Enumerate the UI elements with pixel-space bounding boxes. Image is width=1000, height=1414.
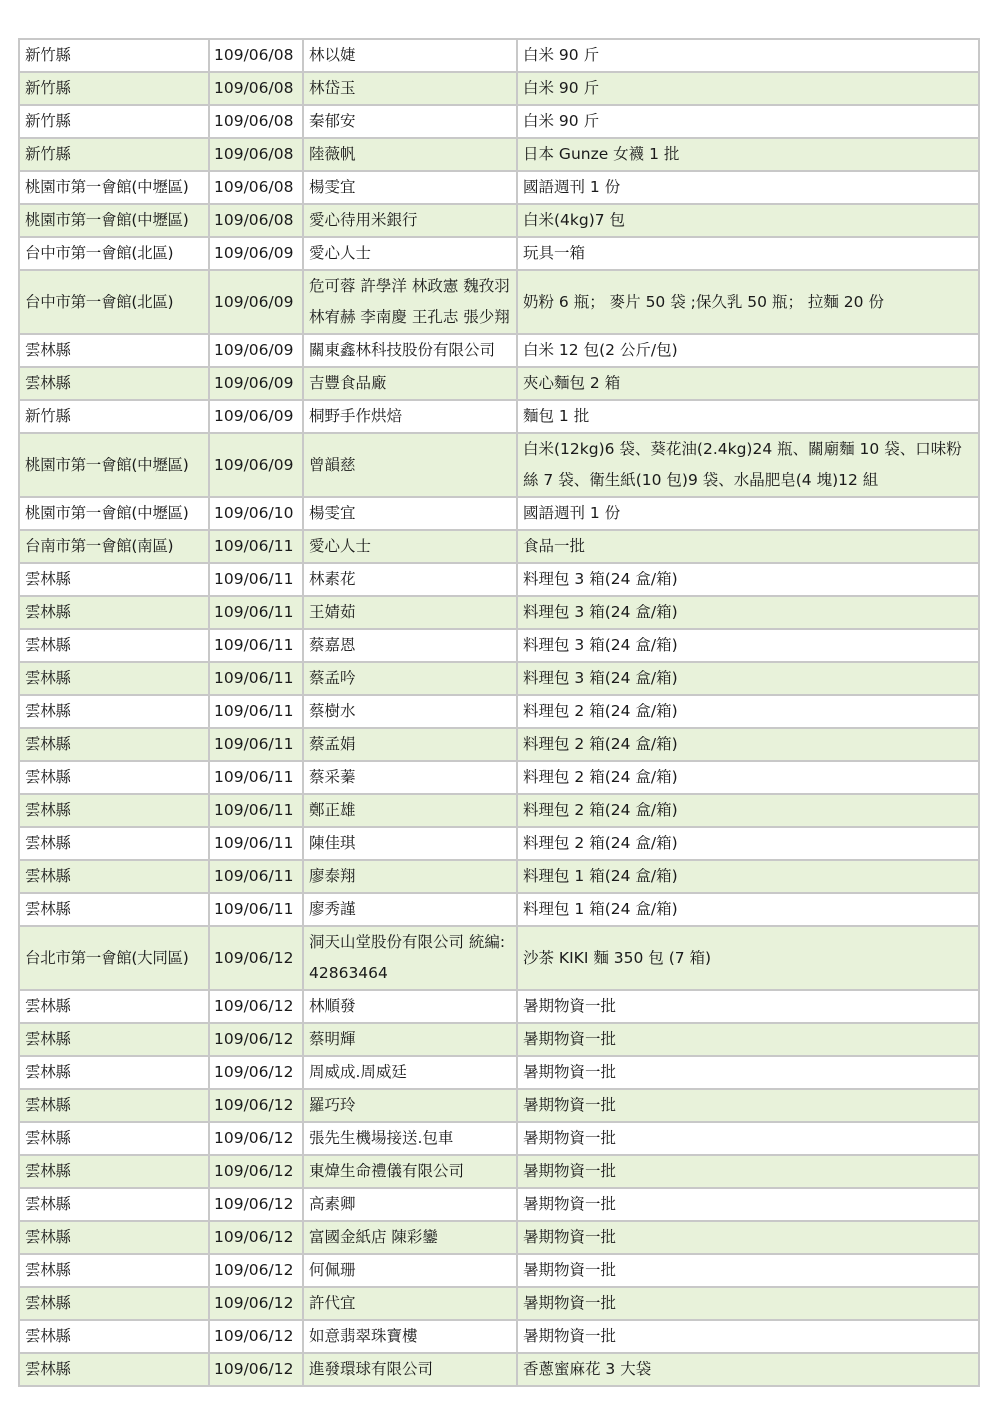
item-cell: 白米 90 斤 (517, 72, 979, 105)
unit-cell: 雲林縣 (19, 1353, 209, 1386)
item-cell: 香蔥蜜麻花 3 大袋 (517, 1353, 979, 1386)
item-cell: 暑期物資一批 (517, 1122, 979, 1155)
item-cell: 暑期物資一批 (517, 1155, 979, 1188)
unit-cell: 雲林縣 (19, 1089, 209, 1122)
donor-cell: 許代宜 (303, 1287, 517, 1320)
donor-cell: 關東鑫林科技股份有限公司 (303, 334, 517, 367)
table-row (19, 629, 979, 662)
date-cell: 109/06/12 (209, 1320, 303, 1353)
item-cell: 料理包 1 箱(24 盒/箱) (517, 860, 979, 893)
date-cell: 109/06/12 (209, 1221, 303, 1254)
item-cell: 沙茶 KIKI 麵 350 包 (7 箱) (517, 926, 979, 990)
date-cell: 109/06/12 (209, 1089, 303, 1122)
donor-cell: 羅巧玲 (303, 1089, 517, 1122)
donor-cell: 陸薇帆 (303, 138, 517, 171)
table-row (19, 530, 979, 563)
donor-cell: 秦郁安 (303, 105, 517, 138)
item-cell: 料理包 2 箱(24 盒/箱) (517, 761, 979, 794)
unit-cell: 雲林縣 (19, 990, 209, 1023)
date-cell: 109/06/11 (209, 530, 303, 563)
item-cell: 料理包 3 箱(24 盒/箱) (517, 662, 979, 695)
unit-cell: 雲林縣 (19, 1056, 209, 1089)
item-cell: 白米 12 包(2 公斤/包) (517, 334, 979, 367)
donor-cell: 林順發 (303, 990, 517, 1023)
unit-cell: 雲林縣 (19, 1221, 209, 1254)
date-cell: 109/06/12 (209, 1155, 303, 1188)
donor-cell: 楊雯宜 (303, 171, 517, 204)
table-row (19, 728, 979, 761)
table-row (19, 1188, 979, 1221)
donation-table (18, 38, 980, 1387)
table-row (19, 794, 979, 827)
table-row (19, 433, 979, 497)
unit-cell: 雲林縣 (19, 1122, 209, 1155)
item-cell: 暑期物資一批 (517, 1254, 979, 1287)
item-cell: 食品一批 (517, 530, 979, 563)
table-row (19, 400, 979, 433)
donor-cell: 林素花 (303, 563, 517, 596)
table-row (19, 563, 979, 596)
unit-cell: 雲林縣 (19, 1287, 209, 1320)
date-cell: 109/06/11 (209, 827, 303, 860)
date-cell: 109/06/12 (209, 1122, 303, 1155)
date-cell: 109/06/10 (209, 497, 303, 530)
unit-cell: 雲林縣 (19, 662, 209, 695)
date-cell: 109/06/09 (209, 270, 303, 334)
table-row (19, 270, 979, 334)
item-cell: 暑期物資一批 (517, 1056, 979, 1089)
table-row (19, 662, 979, 695)
table-row (19, 926, 979, 990)
table-row (19, 893, 979, 926)
date-cell: 109/06/08 (209, 72, 303, 105)
item-cell: 白米 90 斤 (517, 39, 979, 72)
date-cell: 109/06/11 (209, 596, 303, 629)
date-cell: 109/06/11 (209, 761, 303, 794)
date-cell: 109/06/11 (209, 728, 303, 761)
donor-cell: 林岱玉 (303, 72, 517, 105)
date-cell: 109/06/11 (209, 629, 303, 662)
donor-cell: 鄭正雄 (303, 794, 517, 827)
unit-cell: 雲林縣 (19, 367, 209, 400)
table-row (19, 497, 979, 530)
item-cell: 料理包 1 箱(24 盒/箱) (517, 893, 979, 926)
table-row (19, 1320, 979, 1353)
table-row (19, 39, 979, 72)
item-cell: 料理包 2 箱(24 盒/箱) (517, 827, 979, 860)
date-cell: 109/06/12 (209, 926, 303, 990)
donor-cell: 蔡采蓁 (303, 761, 517, 794)
unit-cell: 雲林縣 (19, 334, 209, 367)
donor-cell: 危可蓉 許學洋 林政憲 魏孜羽 林宥赫 李南慶 王孔志 張少翔 (303, 270, 517, 334)
unit-cell: 台中市第一會館(北區) (19, 270, 209, 334)
date-cell: 109/06/08 (209, 204, 303, 237)
unit-cell: 雲林縣 (19, 827, 209, 860)
unit-cell: 雲林縣 (19, 1188, 209, 1221)
donor-cell: 廖泰翔 (303, 860, 517, 893)
unit-cell: 新竹縣 (19, 105, 209, 138)
donor-cell: 如意翡翠珠寶樓 (303, 1320, 517, 1353)
donor-cell: 王婧茹 (303, 596, 517, 629)
unit-cell: 新竹縣 (19, 39, 209, 72)
item-cell: 白米(12kg)6 袋、葵花油(2.4kg)24 瓶、關廟麵 10 袋、口味粉絲 7 袋、衛生紙(10 包)9 袋、水晶肥皂(4 塊)12 組 (517, 433, 979, 497)
table-row (19, 990, 979, 1023)
date-cell: 109/06/08 (209, 171, 303, 204)
date-cell: 109/06/12 (209, 990, 303, 1023)
donor-cell: 蔡明輝 (303, 1023, 517, 1056)
table-row (19, 1056, 979, 1089)
unit-cell: 雲林縣 (19, 761, 209, 794)
date-cell: 109/06/09 (209, 433, 303, 497)
unit-cell: 雲林縣 (19, 1155, 209, 1188)
donor-cell: 張先生機場接送.包車 (303, 1122, 517, 1155)
table-row (19, 204, 979, 237)
table-row (19, 695, 979, 728)
donor-cell: 吉豐食品廠 (303, 367, 517, 400)
date-cell: 109/06/12 (209, 1254, 303, 1287)
donor-cell: 曾韻慈 (303, 433, 517, 497)
donation-table-body (19, 39, 979, 1386)
unit-cell: 雲林縣 (19, 695, 209, 728)
item-cell: 暑期物資一批 (517, 1089, 979, 1122)
unit-cell: 雲林縣 (19, 1254, 209, 1287)
date-cell: 109/06/12 (209, 1353, 303, 1386)
donor-cell: 陳佳琪 (303, 827, 517, 860)
donor-cell: 桐野手作烘焙 (303, 400, 517, 433)
donor-cell: 蔡樹水 (303, 695, 517, 728)
table-row (19, 1155, 979, 1188)
table-row (19, 827, 979, 860)
unit-cell: 台南市第一會館(南區) (19, 530, 209, 563)
item-cell: 料理包 2 箱(24 盒/箱) (517, 695, 979, 728)
unit-cell: 雲林縣 (19, 860, 209, 893)
table-row (19, 367, 979, 400)
donor-cell: 高素卿 (303, 1188, 517, 1221)
donor-cell: 進發環球有限公司 (303, 1353, 517, 1386)
donor-cell: 富國金紙店 陳彩鑾 (303, 1221, 517, 1254)
table-row (19, 138, 979, 171)
table-row (19, 334, 979, 367)
donor-cell: 愛心待用米銀行 (303, 204, 517, 237)
table-row (19, 1089, 979, 1122)
date-cell: 109/06/11 (209, 794, 303, 827)
unit-cell: 桃園市第一會館(中壢區) (19, 204, 209, 237)
donor-cell: 蔡嘉恩 (303, 629, 517, 662)
table-row (19, 105, 979, 138)
date-cell: 109/06/12 (209, 1023, 303, 1056)
donor-cell: 東煒生命禮儀有限公司 (303, 1155, 517, 1188)
table-row (19, 596, 979, 629)
date-cell: 109/06/11 (209, 563, 303, 596)
date-cell: 109/06/11 (209, 695, 303, 728)
item-cell: 暑期物資一批 (517, 1221, 979, 1254)
item-cell: 料理包 3 箱(24 盒/箱) (517, 563, 979, 596)
donor-cell: 周威成.周威廷 (303, 1056, 517, 1089)
unit-cell: 台北市第一會館(大同區) (19, 926, 209, 990)
item-cell: 料理包 2 箱(24 盒/箱) (517, 728, 979, 761)
unit-cell: 雲林縣 (19, 563, 209, 596)
item-cell: 暑期物資一批 (517, 1287, 979, 1320)
unit-cell: 雲林縣 (19, 1023, 209, 1056)
unit-cell: 雲林縣 (19, 1320, 209, 1353)
date-cell: 109/06/09 (209, 237, 303, 270)
item-cell: 夾心麵包 2 箱 (517, 367, 979, 400)
date-cell: 109/06/08 (209, 138, 303, 171)
table-row (19, 1122, 979, 1155)
date-cell: 109/06/08 (209, 39, 303, 72)
table-row (19, 1353, 979, 1386)
date-cell: 109/06/11 (209, 662, 303, 695)
unit-cell: 雲林縣 (19, 893, 209, 926)
item-cell: 國語週刊 1 份 (517, 171, 979, 204)
unit-cell: 桃園市第一會館(中壢區) (19, 171, 209, 204)
unit-cell: 雲林縣 (19, 794, 209, 827)
date-cell: 109/06/12 (209, 1188, 303, 1221)
item-cell: 白米 90 斤 (517, 105, 979, 138)
donor-cell: 洞天山堂股份有限公司 統編: 42863464 (303, 926, 517, 990)
donor-cell: 林以婕 (303, 39, 517, 72)
date-cell: 109/06/09 (209, 367, 303, 400)
table-row (19, 171, 979, 204)
table-row (19, 237, 979, 270)
item-cell: 料理包 3 箱(24 盒/箱) (517, 629, 979, 662)
donor-cell: 廖秀謹 (303, 893, 517, 926)
date-cell: 109/06/09 (209, 400, 303, 433)
unit-cell: 桃園市第一會館(中壢區) (19, 497, 209, 530)
item-cell: 奶粉 6 瓶； 麥片 50 袋 ;保久乳 50 瓶； 拉麵 20 份 (517, 270, 979, 334)
item-cell: 暑期物資一批 (517, 1320, 979, 1353)
table-row (19, 761, 979, 794)
donor-cell: 愛心人士 (303, 237, 517, 270)
unit-cell: 雲林縣 (19, 629, 209, 662)
donor-cell: 楊雯宜 (303, 497, 517, 530)
item-cell: 日本 Gunze 女襪 1 批 (517, 138, 979, 171)
donor-cell: 蔡孟吟 (303, 662, 517, 695)
item-cell: 料理包 2 箱(24 盒/箱) (517, 794, 979, 827)
unit-cell: 新竹縣 (19, 400, 209, 433)
table-row (19, 860, 979, 893)
date-cell: 109/06/11 (209, 893, 303, 926)
item-cell: 玩具一箱 (517, 237, 979, 270)
donor-cell: 何佩珊 (303, 1254, 517, 1287)
table-row (19, 1023, 979, 1056)
item-cell: 國語週刊 1 份 (517, 497, 979, 530)
unit-cell: 新竹縣 (19, 72, 209, 105)
item-cell: 暑期物資一批 (517, 1188, 979, 1221)
item-cell: 暑期物資一批 (517, 1023, 979, 1056)
table-row (19, 1287, 979, 1320)
item-cell: 暑期物資一批 (517, 990, 979, 1023)
date-cell: 109/06/08 (209, 105, 303, 138)
unit-cell: 雲林縣 (19, 596, 209, 629)
date-cell: 109/06/12 (209, 1056, 303, 1089)
table-row (19, 1221, 979, 1254)
date-cell: 109/06/12 (209, 1287, 303, 1320)
item-cell: 麵包 1 批 (517, 400, 979, 433)
date-cell: 109/06/09 (209, 334, 303, 367)
donor-cell: 愛心人士 (303, 530, 517, 563)
unit-cell: 桃園市第一會館(中壢區) (19, 433, 209, 497)
unit-cell: 台中市第一會館(北區) (19, 237, 209, 270)
date-cell: 109/06/11 (209, 860, 303, 893)
unit-cell: 雲林縣 (19, 728, 209, 761)
donor-cell: 蔡孟娟 (303, 728, 517, 761)
item-cell: 料理包 3 箱(24 盒/箱) (517, 596, 979, 629)
table-row (19, 72, 979, 105)
unit-cell: 新竹縣 (19, 138, 209, 171)
item-cell: 白米(4kg)7 包 (517, 204, 979, 237)
table-row (19, 1254, 979, 1287)
